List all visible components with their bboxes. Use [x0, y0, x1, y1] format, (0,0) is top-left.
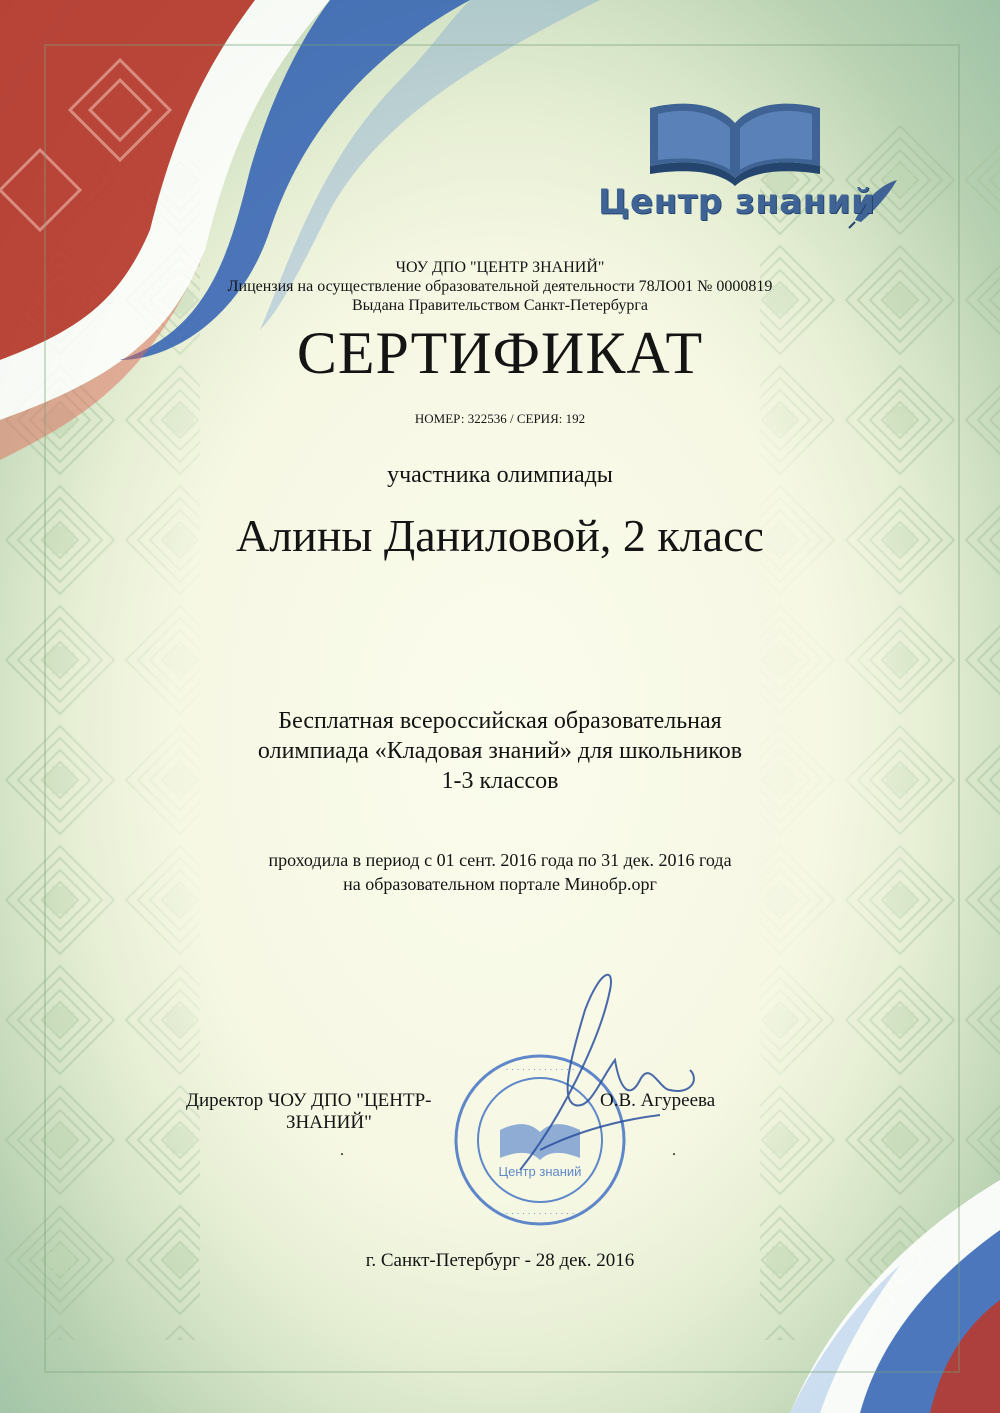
period-line-1: проходила в период с 01 сент. 2016 года по 31 дек. 2016 года	[268, 850, 732, 870]
svg-text:· · · · · · · · · · · · ·: · · · · · · · · · · · · ·	[505, 1064, 575, 1074]
stamp-center-text: Центр знаний	[498, 1164, 582, 1179]
svg-text:· · · · · · · · · · · · ·: · · · · · · · · · · · · ·	[505, 1208, 575, 1218]
olympiad-description	[0, 706, 1000, 796]
olympiad-line-1: Бесплатная всероссийская образовательная	[278, 708, 722, 734]
signature-dot-right: .	[672, 1142, 676, 1159]
director-line-2: ЗНАНИЙ"	[286, 1112, 372, 1133]
organization-block	[0, 258, 1000, 315]
director-name: О.В. Агуреева	[600, 1090, 716, 1111]
director-line-1: Директор ЧОУ ДПО "ЦЕНТР-	[186, 1090, 432, 1111]
license-line: Лицензия на осуществление образовательной деятельности 78ЛО01 № 0000819	[227, 278, 773, 295]
period-description	[0, 848, 1000, 896]
period-line-2: на образовательном портале Минобр.орг	[343, 874, 657, 894]
city-and-date: г. Санкт-Петербург - 28 дек. 2016	[365, 1250, 635, 1271]
logo-text: Центр знаний	[598, 182, 876, 222]
olympiad-line-3: 1-3 классов	[441, 768, 559, 794]
olympiad-line-2: олимпиада «Кладовая знаний» для школьников	[257, 738, 743, 764]
issued-by-line: Выдана Правительством Санкт-Петербурга	[352, 297, 648, 314]
certificate-number: НОМЕР: 322536 / СЕРИЯ: 192	[414, 411, 586, 426]
recipient-name: Алины Даниловой, 2 класс	[236, 510, 764, 561]
organization-name: ЧОУ ДПО "ЦЕНТР ЗНАНИЙ"	[395, 259, 605, 276]
director-title	[186, 1090, 496, 1134]
certificate-title: СЕРТИФИКАТ	[296, 320, 704, 386]
signature-dot-left: .	[340, 1142, 344, 1159]
participant-label: участника олимпиады	[387, 462, 613, 488]
